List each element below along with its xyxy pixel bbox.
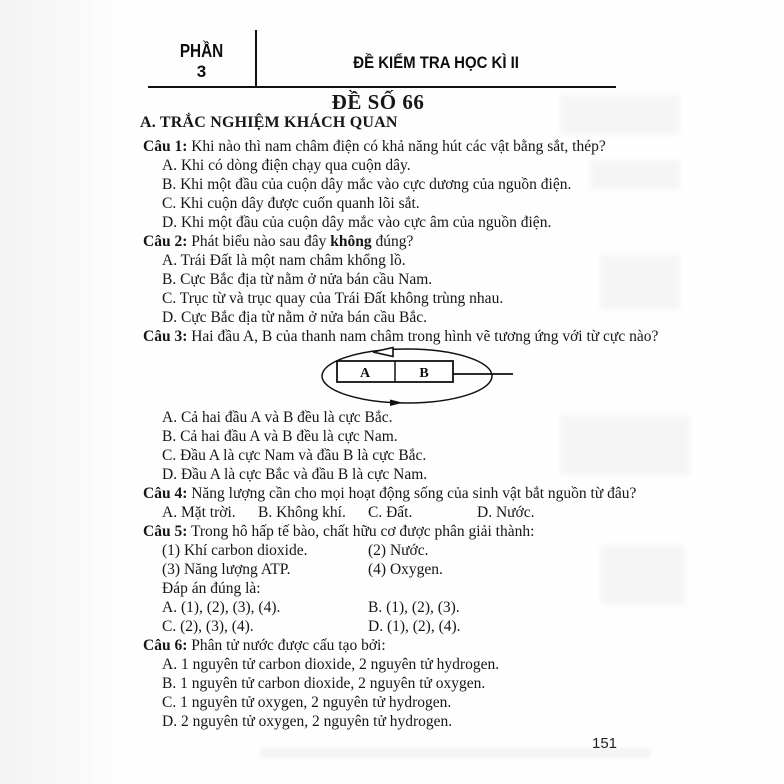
- answer-prompt: Đáp án đúng là:: [162, 580, 261, 597]
- bleed-through-artifact: [600, 255, 680, 310]
- answer-option: A. (1), (2), (3), (4).: [162, 599, 281, 616]
- magnet-right-label: B: [419, 366, 429, 381]
- answer-option: D. Cực Bắc địa từ nằm ở nửa bán cầu Bắc.: [162, 309, 427, 326]
- answer-option: D. Nước.: [477, 504, 535, 521]
- bleed-through-artifact: [260, 748, 650, 758]
- question-block: [143, 636, 688, 731]
- question-label: Câu 2:: [143, 233, 188, 250]
- answer-option: A. Khi có dòng điện chạy qua cuộn dây.: [162, 157, 411, 174]
- question-text-line: [143, 327, 688, 346]
- answer-option: B. Không khí.: [258, 504, 346, 521]
- question-text: Trong hô hấp tế bào, chất hữu cơ được phân giải thành:: [190, 523, 535, 540]
- exam-header-title: ĐỀ KIỂM TRA HỌC KÌ II: [353, 53, 519, 72]
- statement-item: (2) Nước.: [368, 542, 429, 559]
- answer-option: D. Đầu A là cực Bắc và đầu B là cực Nam.: [162, 466, 428, 483]
- page-left-edge-shadow: [0, 0, 91, 784]
- page-left-edge-gradient: [90, 0, 138, 784]
- answer-option: D. (1), (2), (4).: [368, 618, 461, 635]
- question-text: Khi nào thì nam châm điện có khả năng hút các vật bằng sắt, thép?: [191, 138, 606, 155]
- field-arrow-bottom-icon: [390, 400, 403, 407]
- answer-option: B. Cực Bắc địa từ nằm ở nửa bán cầu Nam.: [162, 271, 433, 288]
- question-text: Hai đầu A, B của thanh nam châm trong hình vẽ tương ứng với từ cực nào?: [191, 328, 659, 345]
- question-block: [143, 484, 688, 522]
- question-text-line: [143, 636, 688, 655]
- page-number: 151: [592, 735, 618, 752]
- answer-option: A. 1 nguyên tử carbon dioxide, 2 nguyên tử hydrogen.: [162, 656, 500, 673]
- answer-option: C. Đầu A là cực Nam và đầu B là cực Bắc.: [162, 447, 427, 464]
- bleed-through-artifact: [600, 545, 685, 605]
- question-text-line: [143, 484, 688, 503]
- question-text-segment: đúng?: [371, 233, 414, 250]
- question-text: Năng lượng cần cho mọi hoạt động sống của sinh vật bắt nguồn từ đâu?: [191, 485, 637, 502]
- answer-option: D. Khi một đầu của cuộn dây mắc vào cực âm của nguồn điện.: [162, 214, 552, 231]
- bleed-through-artifact: [590, 160, 680, 190]
- answer-option: B. Khi một đầu của cuộn dây mắc vào cực dương của nguồn điện.: [162, 176, 572, 193]
- answer-option: A. Mặt trời.: [162, 504, 236, 521]
- question-text-line: [143, 232, 688, 251]
- answer-options-row: [143, 503, 688, 522]
- section-heading: A. TRẮC NGHIỆM KHÁCH QUAN: [140, 114, 398, 131]
- answer-option: C. Đất.: [368, 504, 413, 521]
- exam-number-title: ĐỀ SỐ 66: [331, 90, 425, 114]
- header-rule-line: [148, 86, 616, 88]
- magnet-figure: [301, 346, 517, 408]
- answer-option: C. 1 nguyên tử oxygen, 2 nguyên tử hydrogen.: [162, 694, 452, 711]
- answer-option: B. 1 nguyên tử carbon dioxide, 2 nguyên tử oxygen.: [162, 675, 486, 692]
- magnet-figure-svg: [301, 346, 517, 408]
- bleed-through-artifact: [560, 415, 690, 475]
- answer-option: D. 2 nguyên tử oxygen, 2 nguyên tử hydrogen.: [162, 713, 453, 730]
- statement-item: (3) Năng lượng ATP.: [162, 561, 291, 578]
- question-text-segment: không: [330, 233, 372, 250]
- answer-option: C. (2), (3), (4).: [162, 618, 254, 635]
- question-label: Câu 6:: [143, 637, 188, 654]
- answer-option: B. (1), (2), (3).: [368, 599, 460, 616]
- magnet-left-label: A: [359, 366, 371, 381]
- question-text-line: [143, 137, 688, 156]
- answer-option: C. Khi cuộn dây được cuốn quanh lõi sắt.: [162, 195, 420, 212]
- answer-option: A. Trái Đất là một nam châm khổng lồ.: [162, 252, 406, 269]
- question-text-segment: Phát biểu nào sau đây: [191, 233, 331, 250]
- part-number: 3: [196, 62, 207, 81]
- answer-option: B. Cả hai đầu A và B đều là cực Nam.: [162, 428, 398, 445]
- part-label: PHẦN: [179, 41, 224, 61]
- question-label: Câu 1:: [143, 138, 188, 155]
- statement-item: (1) Khí carbon dioxide.: [162, 542, 308, 559]
- question-label: Câu 4:: [143, 485, 188, 502]
- question-text-line: [143, 522, 688, 541]
- answer-option: A. Cả hai đầu A và B đều là cực Bắc.: [162, 409, 393, 426]
- field-arrow-top-icon: [373, 348, 393, 357]
- statement-item: (4) Oxygen.: [368, 561, 443, 578]
- question-label: Câu 3:: [143, 328, 188, 345]
- bleed-through-artifact: [560, 95, 680, 135]
- question-text: Phân tử nước được cấu tạo bởi:: [191, 637, 386, 654]
- part-label-box: [148, 41, 255, 81]
- answer-option: C. Trục từ và trục quay của Trái Đất không trùng nhau.: [162, 290, 504, 307]
- question-label: Câu 5:: [143, 523, 188, 540]
